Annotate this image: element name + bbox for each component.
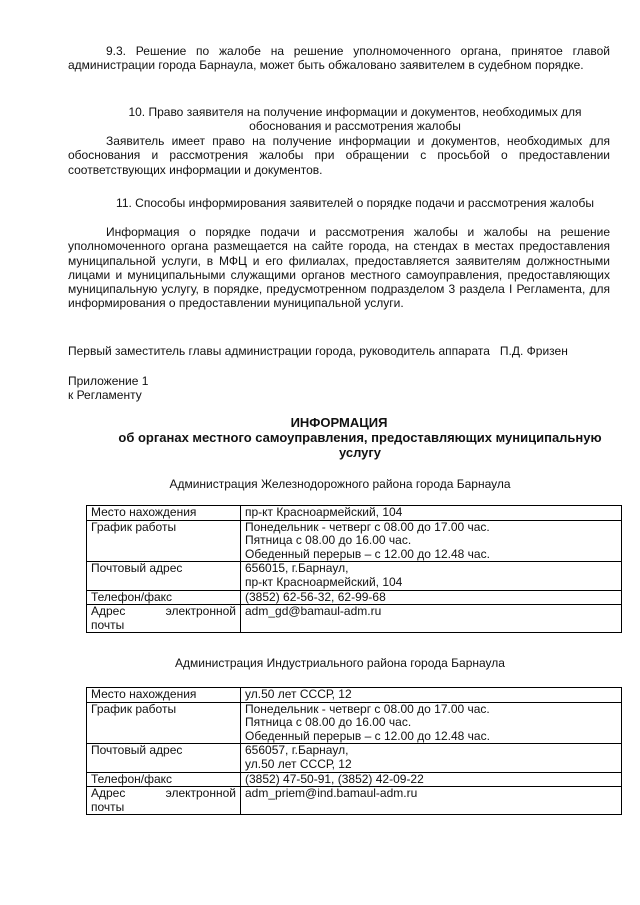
appendix-line-2: к Регламенту — [68, 388, 142, 402]
schedule-line: Понедельник - четверг с 08.00 до 17.00 час. — [245, 701, 490, 716]
table-row — [87, 562, 622, 590]
location-label: Место нахождения — [87, 688, 241, 703]
email-value[interactable]: adm_priem@ind.bamaul-adm.ru — [241, 787, 622, 815]
schedule-line: Обеденный перерыв – с 12.00 до 12.48 час. — [245, 728, 490, 743]
section-11-heading: 11. Способы информирования заявителей о порядке подачи и рассмотрения жалобы — [116, 196, 594, 210]
table-row — [87, 605, 622, 633]
email-label-part: почты — [91, 617, 125, 632]
postal-line: 656015, г.Барнаул, — [245, 561, 349, 576]
info-table-industrialny — [86, 687, 622, 815]
schedule-line: Обеденный перерыв – с 12.00 до 12.48 час. — [245, 546, 490, 561]
location-value: ул.50 лет СССР, 12 — [241, 688, 622, 703]
email-label-part: почты — [91, 799, 125, 814]
email-label-part: Адрес — [91, 604, 126, 619]
schedule-line: Пятница с 08.00 до 16.00 час. — [245, 715, 412, 730]
schedule-label: График работы — [87, 702, 241, 744]
schedule-line: Понедельник - четверг с 08.00 до 17.00 час. — [245, 519, 490, 534]
section-10-text: Заявитель имеет право на получение информации и документов, необходимых для обоснования и рассмотрения жалобы при обращении с просьбой о предоставлении соответствующих информации и документов. — [68, 134, 610, 177]
table-1-heading: Администрация Железнодорожного района города Барнаула — [169, 477, 511, 491]
postal-line: 656057, г.Барнаул, — [245, 743, 349, 758]
section-10-heading: 10. Право заявителя на получение информации и документов, необходимых для обоснования и рассмотрения жалобы — [128, 105, 582, 134]
table-row — [87, 590, 622, 605]
table-row — [87, 520, 622, 562]
table-row — [87, 506, 622, 521]
postal-label: Почтовый адрес — [87, 562, 241, 590]
schedule-value — [241, 702, 622, 744]
schedule-value — [241, 520, 622, 562]
phone-label: Телефон/факс — [87, 590, 241, 605]
table-2-heading: Администрация Индустриального района города Барнаула — [175, 656, 505, 670]
location-value: пр-кт Красноармейский, 104 — [241, 506, 622, 521]
table-row — [87, 688, 622, 703]
info-subtitle: об органах местного самоуправления, предоставляющих муниципальную услугу — [118, 430, 602, 460]
schedule-line: Пятница с 08.00 до 16.00 час. — [245, 533, 412, 548]
phone-value: (3852) 47-50-91, (3852) 42-09-22 — [241, 772, 622, 787]
table-row — [87, 787, 622, 815]
postal-line: пр-кт Красноармейский, 104 — [245, 574, 403, 589]
table-row — [87, 772, 622, 787]
email-label — [87, 605, 241, 633]
location-label: Место нахождения — [87, 506, 241, 521]
postal-value — [241, 744, 622, 772]
postal-label: Почтовый адрес — [87, 744, 241, 772]
table-row — [87, 702, 622, 744]
phone-value: (3852) 62-56-32, 62-99-68 — [241, 590, 622, 605]
email-label-part: электронной — [165, 604, 236, 619]
appendix-line-1: Приложение 1 — [68, 374, 149, 388]
postal-line: ул.50 лет СССР, 12 — [245, 756, 352, 771]
schedule-label: График работы — [87, 520, 241, 562]
email-label-part: Адрес — [91, 786, 126, 801]
phone-label: Телефон/факс — [87, 772, 241, 787]
signature-line: Первый заместитель главы администрации города, руководитель аппарата П.Д. Фризен — [68, 344, 568, 358]
postal-value — [241, 562, 622, 590]
info-table-zheleznodorozhny — [86, 505, 622, 633]
email-label-part: электронной — [165, 786, 236, 801]
email-label — [87, 787, 241, 815]
paragraph-9-3: 9.3. Решение по жалобе на решение уполномоченного органа, принятое главой администрации города Барнаула, может быть обжаловано заявителем в судебном порядке. — [68, 44, 610, 73]
info-title: ИНФОРМАЦИЯ — [290, 415, 388, 430]
section-11-text: Информация о порядке подачи и рассмотрения жалобы и жалобы на решение уполномоченного органа размещается на сайте города, на стендах в местах предоставления муниципальной услуги, в МФЦ и его филиалах, предоставляется заявителям должностными лицами и муниципальными служащими органов местного самоуправления, предоставляющих муниципальную услугу, в порядке, предусмотренном подразделом 3 раздела I Регламента, для информирования о предоставлении муниципальной услуги. — [68, 225, 610, 311]
table-row — [87, 744, 622, 772]
email-value[interactable]: adm_gd@bamaul-adm.ru — [241, 605, 622, 633]
